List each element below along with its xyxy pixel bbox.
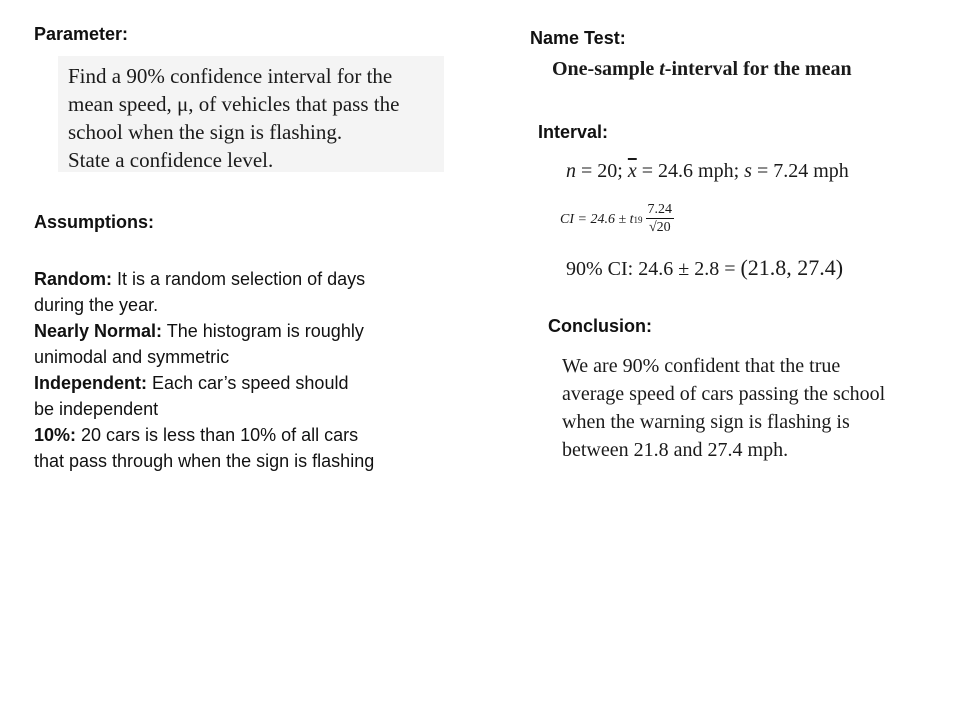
test-name-prefix: One-sample — [552, 58, 660, 80]
s-symbol: s — [744, 160, 752, 182]
parameter-line: school when the sign is flashing. — [68, 120, 343, 144]
assumption-continuation — [34, 344, 474, 370]
assumption-random — [34, 266, 474, 292]
ci-formula-numerator: 7.24 — [647, 202, 673, 217]
ci-formula-df: 19 — [633, 214, 643, 225]
assumption-text: during the year. — [34, 295, 159, 315]
ci-result-interval: (21.8, 27.4) — [740, 255, 844, 280]
conclusion-line: when the warning sign is flashing is — [562, 411, 850, 433]
assumption-continuation — [34, 396, 474, 422]
assumptions-list — [34, 266, 474, 474]
conclusion-heading: Conclusion: — [548, 316, 652, 336]
assumption-continuation — [34, 292, 474, 318]
assumption-label: Nearly Normal: — [34, 321, 163, 341]
ci-formula-fraction — [646, 202, 675, 237]
assumption-label: Random: — [34, 269, 112, 289]
assumption-text: unimodal and symmetric — [34, 347, 230, 367]
test-name-t: t — [659, 58, 665, 80]
assumption-ten-percent — [34, 422, 474, 448]
assumption-nearly-normal — [34, 318, 474, 344]
assumption-text: that pass through when the sign is flashing — [34, 451, 375, 471]
ci-formula-lhs: CI = 24.6 ± t — [560, 211, 634, 227]
assumption-label: Independent: — [34, 373, 147, 393]
s-value: = 7.24 mph — [751, 160, 849, 182]
assumption-continuation — [34, 448, 474, 474]
parameter-line: Find a 90% confidence interval for the — [68, 64, 393, 88]
assumption-text: The histogram is roughly — [162, 321, 364, 341]
assumption-independent — [34, 370, 474, 396]
n-symbol: n — [566, 160, 576, 182]
conclusion-statement — [562, 352, 952, 464]
interval-heading: Interval: — [538, 122, 609, 142]
assumption-text: It is a random selection of days — [112, 269, 366, 289]
ci-formula — [560, 202, 674, 237]
conclusion-line: average speed of cars passing the school — [562, 383, 886, 405]
assumption-text: Each car’s speed should — [147, 373, 349, 393]
parameter-line: State a confidence level. — [68, 148, 274, 172]
name-test-heading: Name Test: — [530, 28, 626, 48]
assumption-text: be independent — [34, 399, 159, 419]
parameter-heading: Parameter: — [34, 24, 129, 44]
ci-result-prefix: 90% CI: 24.6 ± 2.8 = — [566, 258, 741, 280]
xbar-symbol: $\overline{x}$ — [627, 160, 637, 182]
xbar-value: = 24.6 mph; — [636, 160, 745, 182]
assumption-label: 10%: — [34, 425, 77, 445]
assumption-text: 20 cars is less than 10% of all cars — [76, 425, 359, 445]
parameter-statement — [58, 56, 444, 172]
n-value: = 20; — [576, 160, 628, 182]
ci-formula-denominator: √20 — [648, 220, 671, 235]
test-name-suffix: -interval for the mean — [664, 58, 852, 80]
assumptions-heading: Assumptions: — [34, 212, 155, 232]
parameter-line: mean speed, μ, of vehicles that pass the — [68, 92, 400, 116]
sample-statistics — [566, 160, 849, 183]
test-name — [552, 58, 852, 81]
conclusion-line: We are 90% confident that the true — [562, 355, 841, 377]
conclusion-line: between 21.8 and 27.4 mph. — [562, 439, 789, 461]
ci-result — [566, 255, 843, 281]
